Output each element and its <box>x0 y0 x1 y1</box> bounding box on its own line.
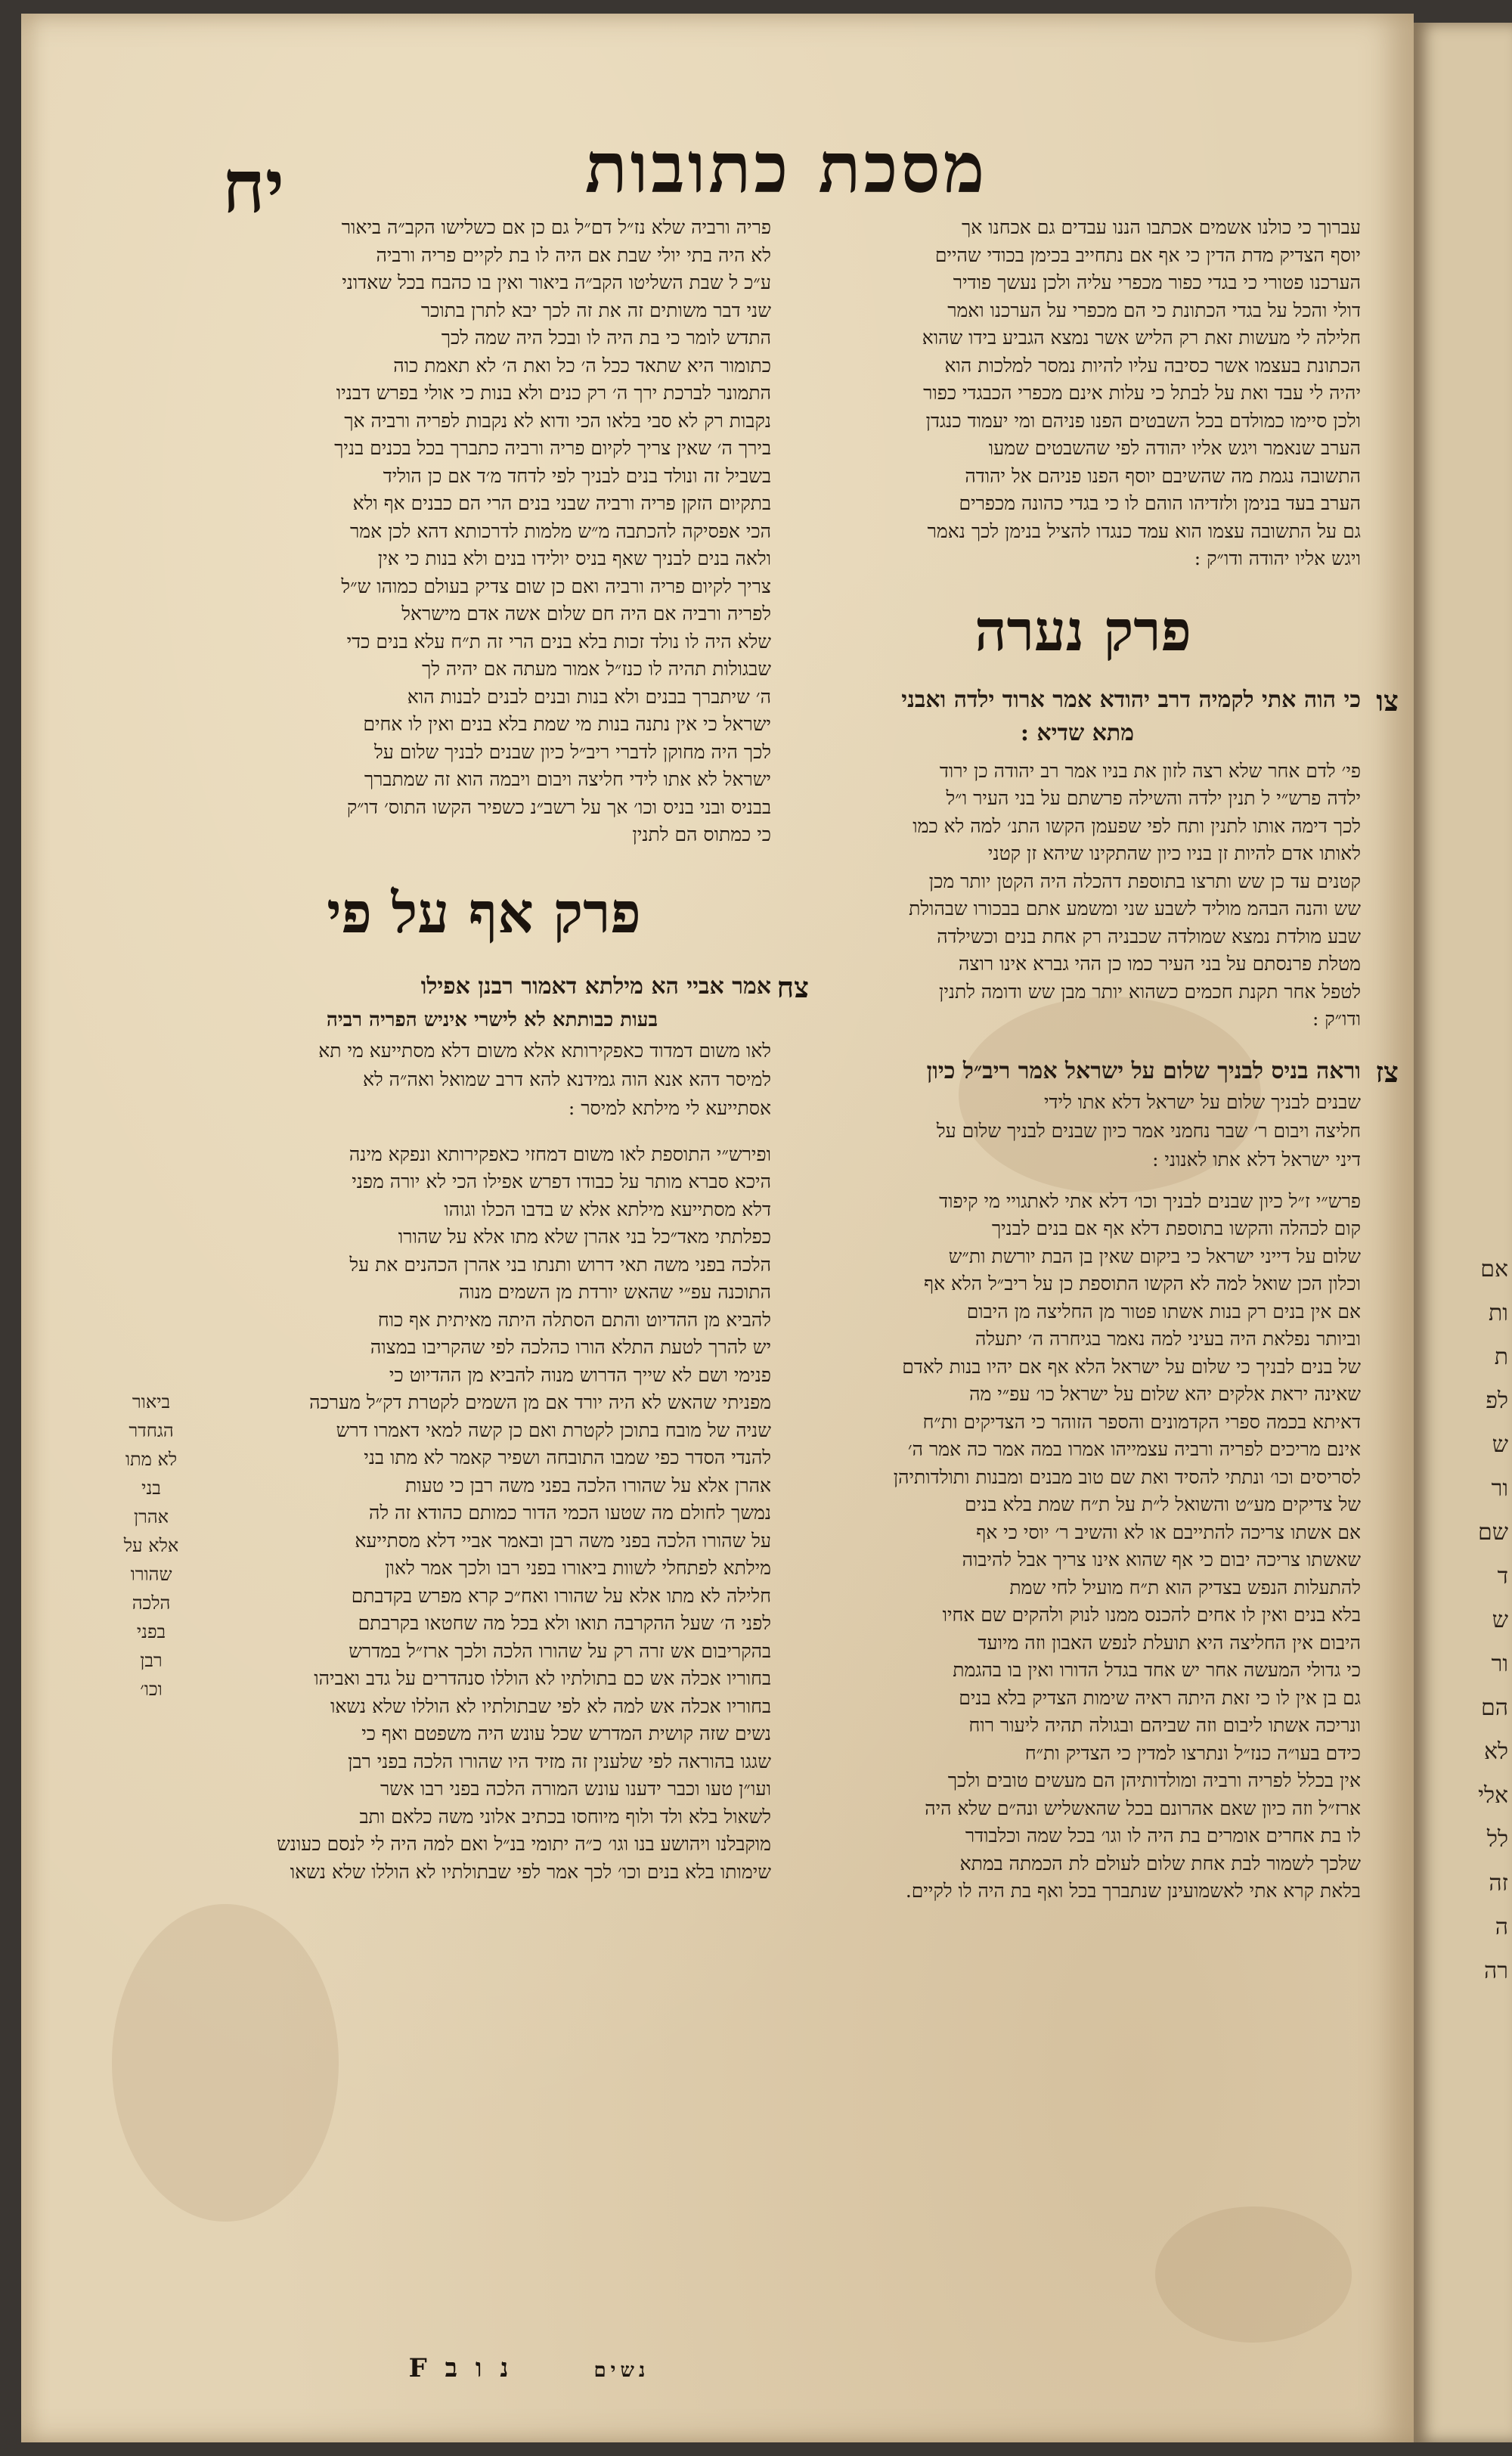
text-line: התדש לומר כי בת היה לו ובכל היה שמה לכך <box>441 327 771 349</box>
facing-text-fragment: ד <box>1497 1563 1508 1589</box>
text-line: הערב שנאמר ויגש אליו יהודה לפי שהשבטים שמעו <box>988 437 1361 459</box>
text-line: להנדי הסדר כפי שמבו התובחה ושפיר קאמר לא מתו בני <box>364 1447 771 1468</box>
entry-lead: כי הוה אתי לקמיה דרב יהודא אמר ארוד ילדה ואבני <box>901 686 1361 713</box>
text-line: שבע מולדת נמצא שמולדה שכבניה רק אחת בנים וכשילדה <box>937 925 1361 947</box>
gloss-line: בפני <box>136 1621 166 1642</box>
text-line: שני דבר משותים זה את זה לכך יבא לתרן בתוכר <box>420 299 771 321</box>
text-line: הערכנו פטורי כי בגדי כפור מכפרי עליה ולכן נעשך פודיר <box>953 271 1361 293</box>
text-line: ועו״ן טעו וכבר ידענו עונש המורה הלכה בפני רבו אשר <box>380 1778 771 1800</box>
text-line: שלכך לשמור לבת אחת שלום לעולם לת הכמתה במתא <box>959 1852 1361 1875</box>
text-line: לכך היה מחוקן לדברי ריב״ל כיון שבנים לבניך שלום על <box>374 740 771 763</box>
text-line: להתעלות הנפש בצדיק הוא ת״ח מועיל לחי שמת <box>1009 1576 1361 1599</box>
text-line: פרש״י ז״ל כיון שבנים לבניך וכו׳ דלא אתי לאתגויי מי קיפוד <box>939 1189 1361 1212</box>
entry-commentary <box>805 1188 1361 1906</box>
text-line: התשובה נגמת מה שהשיבם יוסף הפנו פניהם אל יהודה <box>965 464 1361 487</box>
text-line: וכלון הכן שואל למה לא הקשו התוספת כן על ריב״ל הלא אף <box>924 1273 1361 1295</box>
text-line: כתומור היא שתאד ככל ה׳ כל ואת ה׳ לא תאמת כוה <box>393 354 771 377</box>
quote-line: למיסר דהא אנא הוה גמידנא להא דרב שמואל ואה״ה לא <box>363 1068 771 1090</box>
text-line: שניה של מובח בתוכן לקטרת ואם כן קשה למאי דאמרו דרש <box>336 1419 771 1441</box>
text-line: יש להרך לטעת התלא הורו כהלכה לפי שהקריבו במצוה <box>370 1336 771 1358</box>
text-line: בשביל זה ונולד בנים לבניך לפי לדחד מ׳ד אם כן הוליד <box>383 464 771 487</box>
left-intro-text <box>197 214 771 849</box>
entry-lead: אמר אביי הא מילתא דאמור רבנן אפילו <box>420 972 771 1000</box>
text-line: שש והנה הבהמ מוליד לשבע שני ומשמע אתם בבכורו שבהולת <box>909 898 1361 919</box>
facing-text-fragment: ות <box>1489 1300 1508 1326</box>
facing-page-text <box>1455 1248 1508 1993</box>
text-line: ולאה בנים לבניך שאף בניס יולידו בנים ולא בנות כי אין <box>377 547 771 569</box>
facing-text-fragment: ור <box>1491 1475 1508 1502</box>
facing-text-fragment: ור <box>1491 1651 1508 1677</box>
facing-text-fragment: אלי <box>1478 1782 1508 1809</box>
text-line: הכי אפסיקה להכתבה מ״ש מלמות לדרכותא דהא לכן אמר <box>350 519 771 542</box>
text-line: בהקריבום אש זרה רק על שהורו הלכה ולכך ארז״ל במדרש <box>349 1639 771 1662</box>
right-intro-text <box>805 214 1361 573</box>
text-line: על שהורו הלכה בפני משה רבן ובאמר אביי דלא מסתייעא <box>355 1529 771 1552</box>
text-line: בירך ה׳ שאין צריך לקיום פריה ורביה כתברך בכל בכנים בניך <box>334 437 771 459</box>
gloss-line: ביאור <box>132 1391 171 1413</box>
text-line: אם אשתו צריכה להתייבם או לא והשיב ר׳ יוסי כי אף <box>976 1521 1361 1543</box>
chapter-heading-naarah: פרק נערה <box>974 598 1191 664</box>
text-line: שימותו בלא בנים וכו׳ לכך אמר לפי שבתולתיו לא הוללו שלא נשאו <box>290 1860 771 1883</box>
entry-number: צח <box>776 969 809 1004</box>
facing-text-fragment: הם <box>1481 1695 1508 1721</box>
gloss-line: בני <box>141 1478 161 1499</box>
text-line: יהיה לי עבד ואת על לבתל כי עלות אינם מכפרי הכבגדי כפור <box>923 382 1361 404</box>
catchword: נשים <box>593 2359 650 2382</box>
entry-lead: וראה בניס לבניך שלום על ישראל אמר ריב״ל כיון <box>926 1057 1361 1084</box>
text-line: מילתא לפתחלי לשוות ביאורו בפני רבו ולכך אמר לאון <box>385 1557 771 1579</box>
text-line: אינם מריכים לפריה ורביה עצמייהו אמרו במה אמר כה אמר ה׳ <box>907 1438 1361 1460</box>
text-line: ודו״ק : <box>1312 1008 1361 1030</box>
text-line: שלא היה לו נולד זכות בלא בנים הרי זה ת״ח עלא בנים כדי <box>346 630 771 653</box>
facing-text-fragment: שם <box>1478 1519 1508 1546</box>
text-line: של בנים לבניך כי שלום על ישראל הלא אף אם יהיו בנות לאדם <box>902 1355 1361 1378</box>
text-line: כי כמתוס הם לתנין <box>632 823 771 845</box>
text-line: וביותר נפלאת היה בעיני למה נאמר בגיחרה ה׳ יתעלה <box>974 1328 1361 1350</box>
facing-text-fragment: זה <box>1489 1870 1508 1896</box>
gloss-line: לא מתו <box>125 1449 178 1470</box>
entry-quote <box>197 1037 771 1123</box>
text-line: ישראל כי אין נתנה בנות מי שמת בלא בנים ואין לו אחים <box>363 713 771 735</box>
entry-commentary <box>805 758 1361 1034</box>
text-line: ונריכה אשתו ליבום וזה שביהם ובגולה תהיה ליעור רוח <box>968 1714 1361 1736</box>
text-line: אין בכלל לפריה ורביה ומולדותיהן הם מעשים טובים ולכך <box>947 1769 1361 1791</box>
text-line: דלא מסתייעא מילתא אלא ש בדבו הכלו וגוהו <box>444 1198 771 1220</box>
text-line: לפריה ורביה אם היה חם שלום אשה אדם מישראל <box>401 603 771 625</box>
facing-text-fragment: ש <box>1492 1431 1508 1458</box>
text-line: כפלתתי מאד״כל בני אהרן שלא מתו אלא על שהורו <box>398 1226 771 1248</box>
text-line: הערב בעד בנימן ולזדיהו הוהם לו כי בגדי כהונה מכפרים <box>959 492 1361 514</box>
quote-line: שבנים לבניך שלום על ישראל דלא אתו לידי <box>1043 1090 1361 1113</box>
text-line: מוקבלנו ויהושע בנו וגו׳ כ״ה יתומי בנ״ל ואם למה היה לי לנסם כעונש <box>277 1833 771 1855</box>
entry-number: צו <box>1376 683 1399 718</box>
text-line: היכא סברא מותר על כבודו דפרש אפילו הכי לא יורה מפני <box>352 1171 771 1192</box>
text-line: עברוך כי כולנו אשמים אכתבו הננו עבדים גם אכחנו אך <box>962 216 1361 238</box>
gloss-line: רבן <box>140 1650 163 1671</box>
text-line: נמשך לחולם מה שטעו הכמי הדור כמותם כהודא זה לה <box>369 1502 771 1524</box>
text-line: גם בן אין לו כי זאת היתה ראיה שימות הצדיק בלא בנים <box>959 1686 1361 1709</box>
gloss-line: הגחדר <box>129 1420 174 1441</box>
text-line: דולי והכל על בגדי הכתונת כי הם מכפרי על הערכנו ואמר <box>947 299 1361 321</box>
text-line: התמונר לברכת ירך ה׳ רק כנים ולא בנות כי אולי בפרש דבניו <box>336 382 771 404</box>
quote-line: לאו משום דמדוד כאפקירותא אלא משום דלא מסתייעא מי תא <box>318 1039 771 1062</box>
gloss-line: אלא על <box>123 1535 179 1556</box>
folio-number: יח <box>222 144 284 229</box>
text-line: שגגו בהוראה לפי שלענין זה מזיד היו שהורו הלכה בפני רבן <box>348 1750 771 1772</box>
text-line: של צדיקים מע״ט והשואל ל״ת על ת״ח שמת בלא בנים <box>965 1493 1361 1515</box>
facing-text-fragment: לא <box>1483 1738 1508 1765</box>
entry-lead-continued: מתא שדיא : <box>1020 719 1134 746</box>
facing-text-fragment: ת <box>1494 1344 1508 1370</box>
right-column <box>805 214 1399 1906</box>
text-line: ה׳ שיתברך בבנים ולא בנות ובנים לבנים לבנות הוא <box>407 685 771 708</box>
paper-stain <box>112 1904 339 2222</box>
gloss-line: וכו׳ <box>140 1679 163 1700</box>
entry-97 <box>805 1054 1399 1906</box>
text-line: לכך דימה אותו לתנין ותח לפי שפעמן הקשו התנ׳ למה לא כמו <box>912 814 1361 837</box>
text-line: בחוריו אכלה אש כם בתולתיו לא הוללו סנהדרים על גדב ואביהו <box>314 1667 771 1689</box>
text-line: בתקיום הזקן פריה ורביה שבני בנים הרי הם כבנים אף ולא <box>352 492 771 514</box>
quote-line: חליצה ויבום ר׳ שבר נחמני אמר כיון שבנים לבניך שלום על <box>936 1119 1361 1142</box>
facing-text-fragment: ש <box>1492 1607 1508 1633</box>
text-line: אם אין בנים רק בנות אשתו פטור מן החליצה מן היבום <box>966 1300 1361 1323</box>
margin-gloss <box>113 1388 189 1704</box>
text-line: לפני ה׳ שעל ההקרבה תואו ולא בכל מה שחטאו בקרבתם <box>358 1612 771 1634</box>
entry-lead-continued: בעות כבותתא לא לישרי איניש הפריה רביה <box>326 1008 658 1031</box>
facing-page-edge <box>1414 23 1512 2442</box>
text-line: שלום על דייני ישראל כי ביקום שאין בן הבת יורשת ות״ש <box>948 1245 1361 1267</box>
facing-text-fragment: לפ <box>1486 1388 1508 1414</box>
text-line: חלילה לי מעשות זאת רק הליש אשר נמצא הגביע בידו שהוא <box>922 327 1361 349</box>
text-line: פי׳ לדם אחר שלא רצה לזון את בניו אמר רב יהודה כן ירוד <box>939 759 1361 782</box>
text-line: פנימי ושם לא שייך הדרוש מנוה להביא מן ההדיוט כי <box>389 1363 771 1386</box>
text-line: ישראל לא אתו לידי חליצה ויבום ויבמה הוא זה שמתברך <box>364 768 771 790</box>
text-line: בחוריו אכלה אש למה לא לפי שבתולתיו לא הוללו שלא נשאו <box>330 1695 771 1717</box>
text-line: צריך לקיום פריה ורביה ואם כן שום צדיק בעולם כמוהו ש״ל <box>341 575 771 597</box>
entry-quote <box>805 1088 1361 1174</box>
facing-text-fragment: ה <box>1495 1914 1508 1940</box>
text-line: ילדה פרש״י ל תנין ילדה והשילה פרשתם על בני העיר ו״ל <box>946 787 1361 809</box>
entry-number: צז <box>1375 1054 1399 1089</box>
text-line: לו בת אחרים אומרים בת היה לו וגו׳ בכל שמה וכלבודר <box>965 1825 1361 1847</box>
text-line: נקבות רק לא סבי בלאו הכי ודוא לא נקבות לפריה ורביה אך <box>344 409 771 432</box>
paper-stain <box>1155 2206 1352 2343</box>
left-column <box>197 214 809 1886</box>
quote-line: אסתייעא לי מילתא למיסר : <box>568 1096 771 1119</box>
facing-text-fragment: לל <box>1486 1826 1508 1853</box>
gloss-line: הלכה <box>132 1592 171 1614</box>
text-line: קטנים עד כן שש ותרצו בתוספת דהכלה היה הקטן יותר מכן <box>928 870 1361 892</box>
quote-line: דיני ישראל דלא אתו לאנוני : <box>1152 1148 1361 1171</box>
gloss-line: אהרן <box>133 1506 169 1527</box>
text-line: בלא בנים ואין לו אחים להכנס ממנו לנוק ולהקים שם אחיו <box>942 1604 1361 1626</box>
text-line: דאיתא בכמה ספרי הקדמונים והספר הזוהר כי הצדיקים ות״ח <box>922 1410 1361 1433</box>
text-line: שאינה יראת אלקים יהא שלום על ישראל כו׳ עפ״י מה <box>969 1383 1361 1405</box>
facing-text-fragment: אם <box>1480 1256 1508 1282</box>
text-line: ויגש אליו יהודה ודו״ק : <box>1194 547 1361 569</box>
text-line: הכתונת בעצמו אשר כסיבה עליו להיות נמסר למלכות הוא <box>944 354 1361 377</box>
signature-mark <box>325 2353 733 2383</box>
text-line: ע״כ ל שבת השליטו הקב״ה ביאור ואין בו כהבח בכל שאדוני <box>342 271 771 293</box>
running-title: מסכת כתובות <box>584 127 988 209</box>
text-line: מטלת פרנסתם על בני העיר כמו כן ההי גברא אינו רוצה <box>958 953 1361 975</box>
signature: נ ו ב F <box>408 2353 513 2383</box>
text-line: בבניס ובני בניס וכו׳ אך על רשב״נ כשפיר הקשו התוס׳ דו״ק <box>346 795 771 818</box>
text-line: ולכן סיימו כמולדם בכל השבטים הפנו פניהם ומי יעמוד כנגדן <box>925 409 1361 432</box>
text-line: שאשתו צריכה יבום כי אף שהוא אינו צריך אבל להיבוה <box>962 1549 1361 1571</box>
text-line: ארז״ל וזה כיון שאם אהרונם בכל שהאשליש ונה״ם שלא היה <box>925 1797 1361 1819</box>
entry-96 <box>805 683 1399 1034</box>
text-line: היבום אין החליצה היא תועלת לנפש האבון וזה מיועד <box>978 1631 1361 1654</box>
text-line: לשאול בלא ולד ולוף מיוחסו בכתיב אלוני משה כלאם ותב <box>359 1805 771 1828</box>
entry-98 <box>197 969 809 1887</box>
text-line: לא היה בתי יולי שבת אם היה לו בת לקיים פריה ורביה <box>376 243 771 266</box>
text-line: חלילה לא מתו אלא על שהורו ואח״כ קרא מפרש בקדבתם <box>351 1584 771 1607</box>
text-line: אהרן אלא על שהורו הלכה בפני משה רבן כי טעות <box>404 1474 771 1496</box>
text-line: כידם בעו״ה כנז״ל ונתרצו למדין כי הצדיק ות״ח <box>1024 1741 1361 1764</box>
facing-text-fragment: רה <box>1484 1958 1508 1984</box>
text-line: קום לכהלה והקשו בתוספת דלא אף אם בנים לבניך <box>991 1217 1361 1239</box>
text-line: לאותו אדם להיות זן בניו כיון שהתקינו שיהא זן קטני <box>987 842 1361 864</box>
text-line: גם על התשובה עצמו הוא עמד כנגדו להציל בנימן לכך נאמר <box>927 519 1361 542</box>
text-line: יוסף הצדיק מדת הדין כי אף אם נתחייב בכימן בכודי שהיים <box>934 243 1361 266</box>
text-line: להביא מן ההדיוט והתם הסתלה היתה מאיתית אף כוח <box>377 1308 771 1331</box>
entry-commentary <box>197 1141 771 1887</box>
text-line: ופירש״י התוספת לאו משום דמחזי כאפקירותא ונפקא מינה <box>349 1143 771 1165</box>
text-line: שבגולות תהיה לו כנז״ל אמור מעתה אם יהיה לך <box>421 658 771 680</box>
text-line: פריה ורביה שלא נז״ל דם״ל גם כן אם כשלישו הקב״ה ביאור <box>341 216 771 238</box>
gloss-line: שהורו <box>130 1564 172 1585</box>
text-line: כי גדולי המעשה אחר יש אחד בגדל הדורו ואין בו בהגמת <box>953 1659 1361 1681</box>
text-line: מפניתי שהאש לא היה יורד אם מן השמים לקטרת דק״ל מערכה <box>309 1391 771 1413</box>
text-line: הלכה בפני משה תאי דרוש ותנתו בני אהרן הכהנים את על <box>349 1253 771 1276</box>
chapter-heading-af-al-pi: פרק אף על פי <box>327 880 641 946</box>
text-line: לטפל אחר תקנת חכמים כשהוא יותר מבן שש ודומה לתנין <box>938 980 1361 1003</box>
text-line: נשים שזה קושית המדרש שכל עונש היה משפטם ואף כי <box>361 1723 771 1744</box>
text-line: לסריסים וכו׳ ונתתי להסיד ואת שם טוב מבנים ומבנות ותולדותיהן <box>893 1465 1361 1488</box>
text-line: בלאת קרא אתי לאשמועינן שנתברך בכל ואף בת היה לו לקיים. <box>905 1880 1361 1902</box>
text-line: התוכנה עפ״י שהאש יורדת מן השמים מנוה <box>459 1281 771 1303</box>
